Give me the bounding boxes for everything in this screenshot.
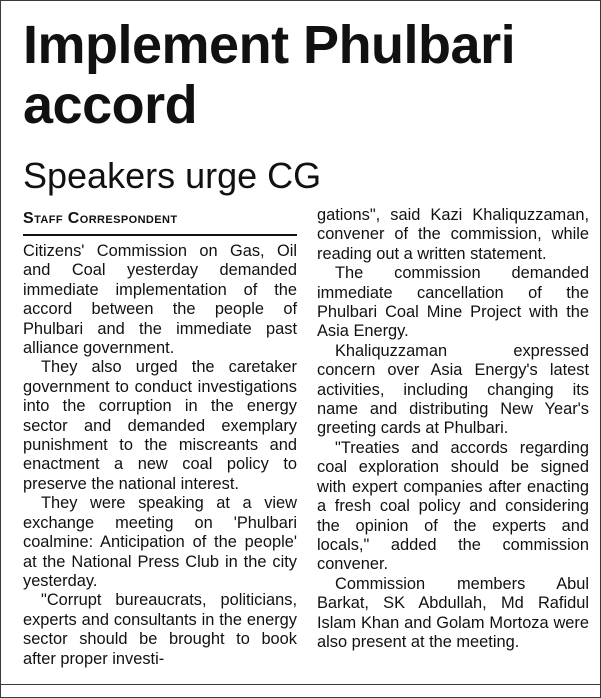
- paragraph: Citizens' Commission on Gas, Oil and Coal yesterday demanded immediate implementation of the accord between the people of Phulbari and the immediate past alliance government.: [23, 242, 297, 358]
- paragraph: The commission demanded immediate cancellation of the Phulbari Coal Mine Project with the Asia Energy.: [317, 264, 589, 341]
- paragraph: "Corrupt bureaucrats, politicians, experts and consultants in the energy sector should be brought to book after proper investi-: [23, 591, 297, 668]
- subheadline: Speakers urge CG: [23, 155, 322, 196]
- right-column: [317, 206, 589, 676]
- paragraph: Commission members Abul Barkat, SK Abdullah, Md Rafidul Islam Khan and Golam Mortoza were also present at the meeting.: [317, 574, 589, 651]
- byline-block: [23, 208, 297, 236]
- byline: Staff Correspondent: [23, 210, 178, 227]
- left-column: [23, 242, 297, 680]
- headline: Implement Phulbari accord: [23, 15, 516, 135]
- paragraph: They were speaking at a view exchange meeting on 'Phulbari coalmine: Anticipation of the people' at the National Press Club in the city yesterday.: [23, 494, 297, 590]
- paragraph: They also urged the caretaker government to conduct investigations into the corruption in the energy sector and demanded exemplary punishment to the miscreants and enactment a new coal policy to preserve the national interest.: [23, 358, 297, 493]
- paragraph-continued: gations", said Kazi Khaliquzzaman, convener of the commission, while reading out a written statement.: [317, 206, 589, 263]
- bottom-divider: [1, 684, 601, 685]
- paragraph: "Treaties and accords regarding coal exploration should be signed with expert companies after enacting a fresh coal policy and considering the opinion of the experts and locals," added the commission convener.: [317, 438, 589, 574]
- paragraph: Khaliquzzaman expressed concern over Asia Energy's latest activities, including changing its name and distributing New Year's greeting cards at Phulbari.: [317, 341, 589, 438]
